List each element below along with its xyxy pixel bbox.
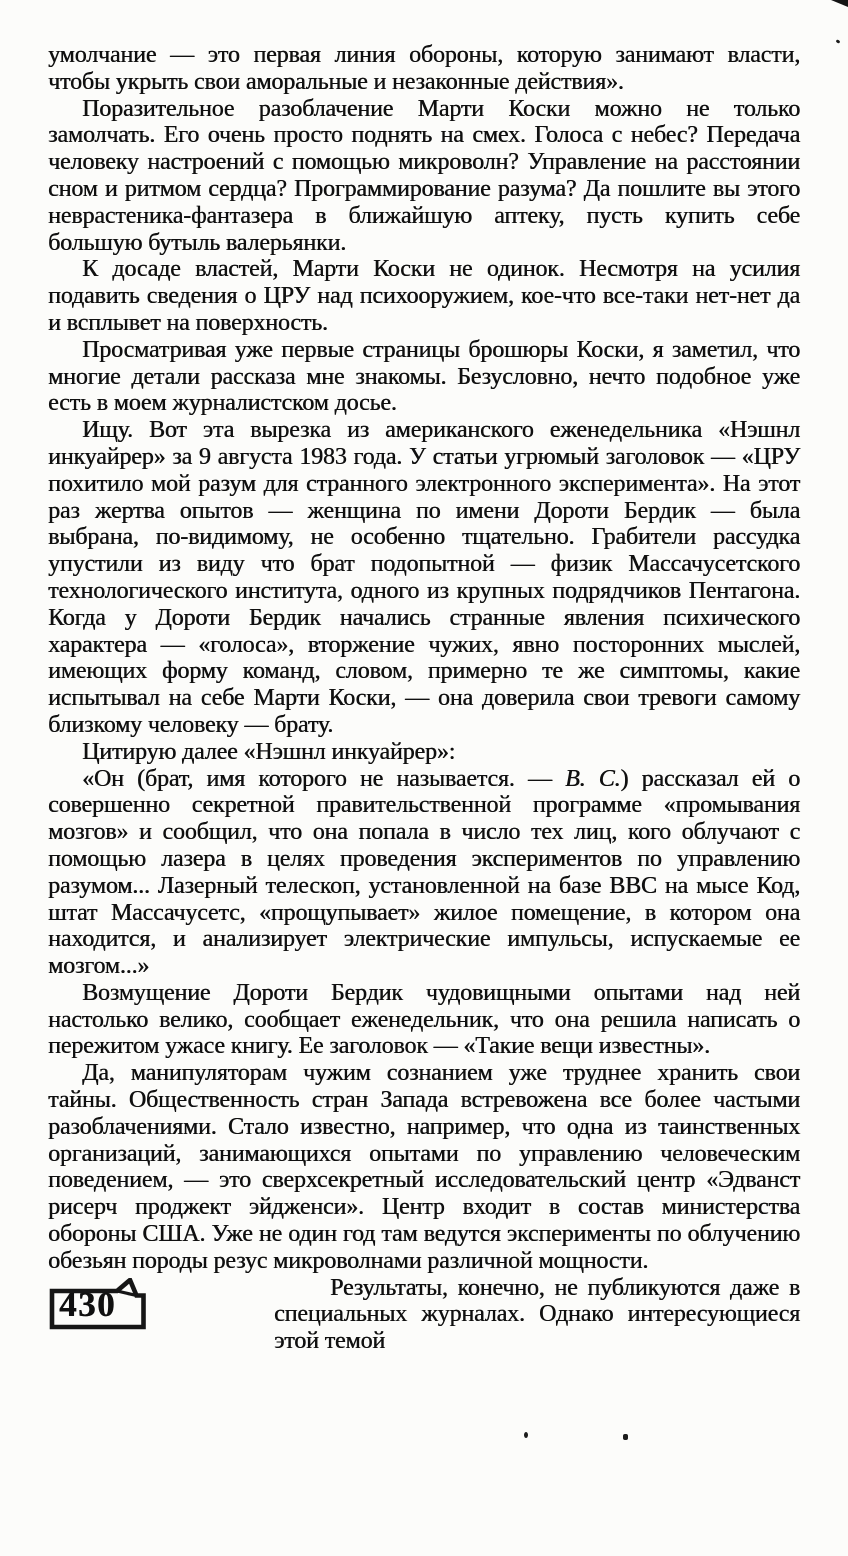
- paragraph: Цитирую далее «Нэшнл инкуайрер»:: [82, 738, 456, 765]
- paragraph: Возмущение Дороти Бердик чудовищными опытами над ней настолько велико, сообщает еженедельник, что она решила написать о пережитом ужасе книгу. Ее заголовок — «Такие вещи известны».: [48, 979, 800, 1060]
- author-initials: В. С.: [565, 765, 621, 792]
- page-number: 430: [59, 1284, 116, 1324]
- paragraph: умолчание — это первая линия обороны, которую занимают власти, чтобы укрыть свои аморальные и незаконные действия».: [48, 42, 800, 95]
- paragraph: К досаде властей, Марти Коски не одинок. Несмотря на усилия подавить сведения о ЦРУ над психооружием, кое-что все-таки нет-нет да и всплывет на поверхность.: [48, 256, 800, 336]
- page-number-box: [48, 1278, 148, 1331]
- paragraph-text: Результаты, конечно, не публикуются даже в специальных журналах. Однако интересующиеся этой темой: [274, 1274, 800, 1355]
- scan-speck: [836, 39, 841, 44]
- paragraph: Ищу. Вот эта вырезка из американского еженедельника «Нэшнл инкуайрер» за 9 августа 1983 года. У статьи угрюмый заголовок — «ЦРУ похитило мой разум для странного электронного эксперимента». На этот раз жертва опытов — женщина по имени Дороти Бердик — была выбрана, по-видимому, не особенно тщательно. Грабители рассудка упустили из виду что брат подопытной — физик Массачусетского технологического института, одного из крупных подрядчиков Пентагона. Когда у Дороти Бердик начались странные явления психического характера — «голоса», вторжение чужих, явно посторонних мыслей, имеющих форму команд, словом, примерно те же симптомы, какие испытывал на себе Марти Коски, — она доверила свои тревоги самому близкому человеку — брату.: [48, 417, 800, 738]
- paragraph: Поразительное разоблачение Марти Коски можно не только замолчать. Его очень просто поднять на смех. Голоса с небес? Передача человеку настроений с помощью микроволн? Управление на расстоянии сном и ритмом сердца? Программирование разума? Да пошлите вы этого неврастеника-фантазера в ближайшую аптеку, пусть купить себе большую бутыль валерьянки.: [48, 95, 800, 256]
- paragraph-quote: [48, 766, 800, 980]
- quote-text: ) рассказал ей о совершенно секретной правительственной программе «промывания мозгов» и сообщил, что она попала в число тех лиц, кого облучают с помощью лазера в целях проведения экспериментов по управлению разумом... Лазерный телескоп, установленной на базе ВВС на мысе Код, штат Массачусетс, «прощупывает» жилое помещение, в котором она находится, и анализирует электрические импульсы, испускаемые ее мозгом...»: [48, 765, 800, 980]
- scan-speck: [623, 1434, 628, 1440]
- paragraph: Просматривая уже первые страницы брошюры Коски, я заметил, что многие детали рассказа мне знакомы. Безусловно, нечто подобное уже есть в моем журналистском досье.: [48, 336, 800, 417]
- paragraph: [48, 1275, 800, 1355]
- paragraph: Да, манипуляторам чужим сознанием уже труднее хранить свои тайны. Общественность стран Запада встревожена все более частыми разоблачениями. Стало известно, например, что одна из таинственных организаций, занимающихся опытами по управлению человеческим поведением, — это сверхсекретный исследовательский центр «Эдванст рисерч проджект эйдженси». Центр входит в состав министерства обороны США. Уже не один год там ведутся эксперименты по облучению обезьян породы резус микроволнами различной мощности.: [48, 1060, 800, 1274]
- scan-corner-artifact: [831, 0, 848, 7]
- quote-text: «Он (брат, имя которого не называется. —: [82, 765, 566, 792]
- scan-speck: [524, 1432, 528, 1438]
- body-text: [48, 42, 800, 1355]
